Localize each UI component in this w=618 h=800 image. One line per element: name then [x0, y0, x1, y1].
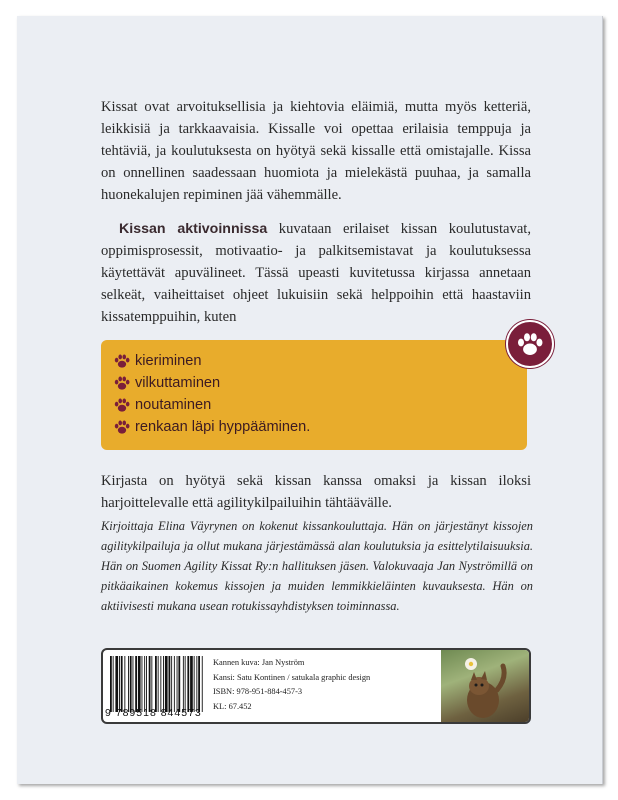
barcode-bar	[165, 656, 168, 712]
list-item	[113, 394, 527, 416]
isbn: ISBN: 978-951-884-457-3	[213, 687, 303, 696]
barcode-bar	[183, 656, 184, 712]
list-item-label: noutaminen	[135, 397, 212, 413]
cover-design-credit: Kansi: Satu Kontinen / satukala graphic design	[213, 672, 371, 682]
cat-photo	[441, 650, 529, 722]
intro-paragraph: Kissat ovat arvoituksellisia ja kiehtovia eläimiä, mutta myös ketteriä, leikkisiä ja tarkkaavaisia. Kissalle voi opettaa erilaisia temppuja ja tehtäviä, ja koulutuksesta on hyötyä sekä kissalle että omistajalle. Kissa on onnellinen saadessaan huomiota ja mielekästä puuhaa, ja samalla huonekalujen repiminen jää vähemmälle.	[101, 99, 531, 203]
paw-print-icon	[113, 352, 131, 370]
list-item	[113, 372, 527, 394]
barcode-bar	[130, 656, 132, 712]
list-item	[113, 416, 527, 438]
barcode-bar	[185, 656, 186, 712]
barcode-bar	[121, 656, 123, 712]
paw-print-icon	[113, 396, 131, 414]
barcode-bar	[135, 656, 137, 712]
book-title-inline: Kissan aktivoinnissa	[119, 221, 268, 237]
tricks-list-box	[101, 340, 527, 450]
barcode-bar	[115, 656, 118, 712]
cover-photo-credit: Kannen kuva: Jan Nyström	[213, 658, 305, 667]
paw-print-icon	[113, 374, 131, 392]
barcode-bar	[202, 656, 203, 712]
barcode-bar	[187, 656, 189, 712]
barcode-bar	[146, 656, 147, 712]
barcode-bar	[142, 656, 143, 712]
barcode-bar	[124, 656, 125, 712]
list-item-label: renkaan läpi hyppääminen.	[135, 419, 311, 435]
barcode-bar	[190, 656, 193, 712]
barcode-bar	[138, 656, 141, 712]
paw-print-icon	[113, 418, 131, 436]
barcode-bar	[160, 656, 161, 712]
barcode-bar	[144, 656, 145, 712]
barcode-bar	[110, 656, 112, 712]
barcode-bar	[113, 656, 114, 712]
barcode-bar	[133, 656, 134, 712]
list-item	[113, 350, 527, 372]
barcode-number: 9 789518 844573	[105, 707, 202, 719]
barcode-bar	[177, 656, 178, 712]
tricks-list	[101, 340, 527, 438]
barcode-bar	[128, 656, 129, 712]
author-bio: Kirjoittaja Elina Väyrynen on kokenut kissankouluttaja. Hän on järjestänyt kissojen agilitykilpailuja ja ollut mukana järjestämässä alan koulutuksia ja esittelytilaisuuksia. Hän on Suomen Agility Kissat Ry:n hallituksen jäsen. Valokuvaaja Jan Nyströmillä on pitkäaikainen kokemus kissojen ja muiden lemmikkieläinten kuvauksesta. Hän on aktiivisesti mukana usean rotukissayhdistyksen toiminnassa.	[101, 519, 533, 613]
barcode-bar	[119, 656, 120, 712]
barcode-bar	[163, 656, 164, 712]
barcode-bar	[194, 656, 195, 712]
barcode-bar	[169, 656, 171, 712]
audience-paragraph: Kirjasta on hyötyä sekä kissan kanssa omaksi ja kissan iloksi harjoittelevalle että agilitykilpailuihin tähtäävälle.	[101, 473, 531, 511]
barcode-bar	[198, 656, 200, 712]
barcode-bar	[158, 656, 159, 712]
barcode-bar	[196, 656, 197, 712]
list-item-label: kieriminen	[135, 353, 202, 369]
barcode-bar	[174, 656, 175, 712]
cat-photo-illustration	[441, 650, 529, 722]
kl-class: KL: 67.452	[213, 701, 252, 711]
barcode	[109, 656, 207, 712]
description-paragraph	[101, 218, 531, 328]
credits	[213, 656, 423, 714]
barcode-bar	[151, 656, 152, 712]
description-text: kuvataan erilaiset kissan koulutustavat, oppimisprosessit, motivaatio- ja palkitsemistavat ja koulutuksessa käytettävät apuvälineet. Tässä upeasti kuvitetussa kirjassa annetaan selkeät, vaiheittaiset ohjeet lukuisiin sekä helppoihin että haastaviin kissatemppuihin, kuten	[101, 221, 531, 325]
publication-info-box	[101, 648, 531, 724]
barcode-bar	[178, 656, 180, 712]
barcode-bar	[149, 656, 151, 712]
paw-badge	[506, 320, 554, 368]
barcode-bar	[171, 656, 172, 712]
list-item-label: vilkuttaminen	[135, 375, 221, 391]
barcode-bar	[155, 656, 157, 712]
paw-print-icon	[515, 329, 545, 359]
